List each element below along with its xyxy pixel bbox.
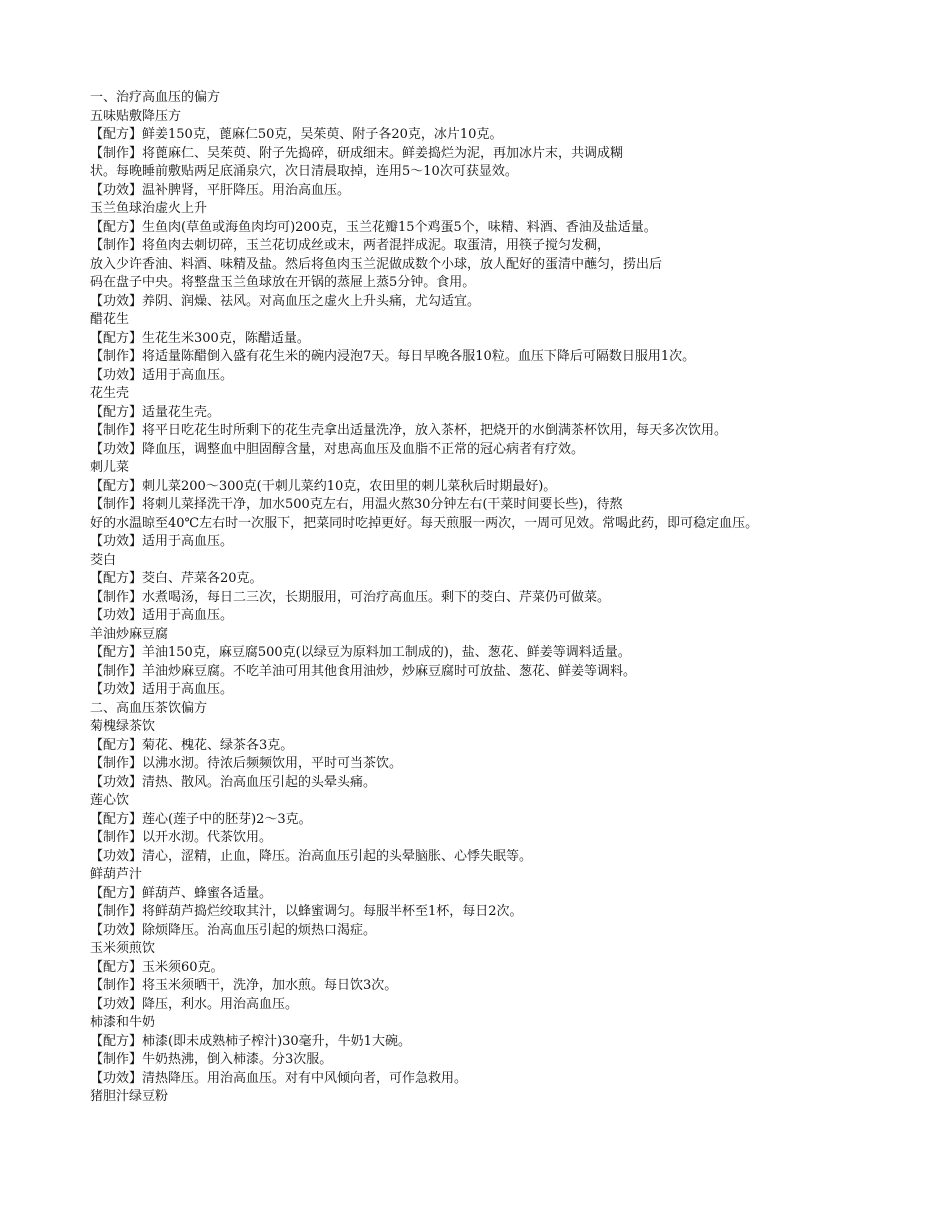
recipe-ingredients: 【配方】茭白、芹菜各20克。 [90, 571, 263, 586]
recipe-ingredients: 【配方】菊花、槐花、绿茶各3克。 [90, 737, 294, 753]
recipe-title-xian-hulu-zhi: 鲜葫芦汁 [90, 867, 143, 882]
recipe-preparation: 【制作】将适量陈醋倒入盛有花生米的碗内浸泡7天。每日早晚各服10粒。血压下降后可隔数日服用1次。 [90, 349, 696, 364]
recipe-title-ci-er-cai: 刺儿菜 [90, 460, 130, 475]
recipe-preparation: 【制作】水煮喝汤，每日二三次，长期服用，可治疗高血压。剩下的茭白、芹菜仍可做菜。 [90, 589, 611, 605]
recipe-effect: 【功效】适用于高血压。 [90, 367, 234, 383]
recipe-effect: 【功效】适用于高血压。 [90, 682, 234, 697]
recipe-ingredients: 【配方】玉米须60克。 [90, 959, 224, 975]
recipe-ingredients: 【配方】羊油150克，麻豆腐500克(以绿豆为原料加工制成的)，盐、葱花、鲜姜等调料适量。 [90, 645, 631, 660]
section-heading-hypertension-remedies: 一、治疗高血压的偏方 [90, 90, 221, 105]
recipe-ingredients: 【配方】适量花生壳。 [90, 404, 221, 420]
recipe-title-yumixu-jianyin: 玉米须煎饮 [90, 941, 156, 956]
recipe-effect: 【功效】适用于高血压。 [90, 534, 234, 549]
recipe-ingredients: 【配方】生鱼肉(草鱼或海鱼肉均可)200克，玉兰花瓣15个鸡蛋5个，味精、料酒、香油及盐适量。 [90, 219, 657, 235]
document-body [90, 89, 870, 1107]
recipe-effect: 【功效】温补脾肾，平肝降压。用治高血压。 [90, 182, 351, 198]
recipe-preparation: 【制作】将蓖麻仁、吴茱萸、附子先捣碎，研成细末。鲜姜捣烂为泥，再加冰片末，共调成糊 [90, 145, 624, 161]
recipe-title-wuwei-tiefu: 五味贴敷降压方 [90, 108, 182, 124]
recipe-preparation: 【制作】将鲜葫芦捣烂绞取其汁，以蜂蜜调匀。每服半杯至1杯，每日2次。 [90, 904, 523, 919]
recipe-preparation-continued: 码在盘子中央。将整盘玉兰鱼球放在开锅的蒸屉上蒸5分钟。食用。 [90, 275, 476, 290]
recipe-preparation: 【制作】将玉米须晒干，洗净，加水煎。每日饮3次。 [90, 978, 398, 993]
section-heading-tea-remedies: 二、高血压茶饮偏方 [90, 700, 208, 716]
recipe-title-cu-huasheng: 醋花生 [90, 312, 130, 327]
recipe-effect: 【功效】降血压，调整血中胆固醇含量，对患高血压及血脂不正常的冠心病者有疗效。 [90, 441, 585, 457]
recipe-preparation-continued: 状。每晚睡前敷贴两足底涌泉穴，次日清晨取掉，连用5～10次可获显效。 [90, 164, 518, 179]
recipe-effect: 【功效】适用于高血压。 [90, 608, 234, 623]
recipe-ingredients: 【配方】鲜葫芦、蜂蜜各适量。 [90, 885, 273, 901]
recipe-title-shiqi-niunai: 柿漆和牛奶 [90, 1015, 156, 1030]
recipe-preparation: 【制作】以沸水沏。待浓后频频饮用，平时可当茶饮。 [90, 756, 403, 771]
recipe-title-zhudanzhi-lvdoufen: 猪胆汁绿豆粉 [90, 1089, 169, 1104]
recipe-title-huasheng-ke: 花生壳 [90, 386, 130, 401]
recipe-preparation-continued: 放入少许香油、料酒、味精及盐。然后将鱼肉玉兰泥做成数个小球，放人配好的蛋清中蘸匀，捞出后 [90, 256, 663, 272]
recipe-title-yulan-yuqiu: 玉兰鱼球治虚火上升 [90, 201, 208, 216]
recipe-effect: 【功效】清热、散风。治高血压引起的头晕头痛。 [90, 774, 377, 790]
recipe-ingredients: 【配方】鲜姜150克，蓖麻仁50克，吴茱萸、附子各20克，冰片10克。 [90, 127, 503, 142]
recipe-title-jiaobai: 茭白 [90, 552, 117, 568]
recipe-preparation: 【制作】将刺儿菜择洗干净，加水500克左右，用温火熬30分钟左右(干菜时间要长些)，待熬 [90, 497, 623, 512]
recipe-ingredients: 【配方】刺儿菜200～300克(干刺儿菜约10克，农田里的刺儿菜秋后时期最好)。 [90, 478, 557, 494]
recipe-preparation: 【制作】将平日吃花生时所剩下的花生壳拿出适量洗净，放入茶杯，把烧开的水倒满茶杯饮用，每天多次饮用。 [90, 423, 728, 438]
recipe-preparation: 【制作】牛奶热沸，倒入柿漆。分3次服。 [90, 1052, 333, 1067]
recipe-ingredients: 【配方】生花生米300克，陈醋适量。 [90, 330, 310, 346]
recipe-ingredients: 【配方】莲心(莲子中的胚芽)2～3克。 [90, 811, 312, 827]
recipe-effect: 【功效】清热降压。用治高血压。对有中风倾向者，可作急救用。 [90, 1070, 468, 1086]
recipe-ingredients: 【配方】柿漆(即未成熟柿子榨汁)30毫升，牛奶1大碗。 [90, 1033, 411, 1049]
recipe-effect: 【功效】清心，涩精，止血，降压。治高血压引起的头晕脑胀、心悸失眠等。 [90, 848, 533, 864]
recipe-preparation-continued: 好的水温晾至40℃左右时一次服下，把菜同时吃掉更好。每天煎服一两次，一周可见效。常喝此药，即可稳定血压。 [90, 515, 759, 531]
recipe-effect: 【功效】降压，利水。用治高血压。 [90, 996, 299, 1012]
recipe-title-juhuai-lvcha: 菊槐绿茶饮 [90, 719, 156, 734]
recipe-title-yangyou-madoufu: 羊油炒麻豆腐 [90, 626, 169, 642]
recipe-title-lianxin-yin: 莲心饮 [90, 793, 130, 808]
recipe-effect: 【功效】除烦降压。治高血压引起的烦热口渴症。 [90, 922, 377, 938]
recipe-preparation: 【制作】将鱼肉去刺切碎，玉兰花切成丝或末，两者混拌成泥。取蛋清，用筷子搅匀发稠， [90, 238, 611, 253]
recipe-preparation: 【制作】以开水沏。代茶饮用。 [90, 830, 273, 845]
recipe-effect: 【功效】养阴、润燥、祛风。对高血压之虚火上升头痛，尤勾适宜。 [90, 293, 481, 309]
recipe-preparation: 【制作】羊油炒麻豆腐。不吃羊油可用其他食用油炒，炒麻豆腐时可放盐、葱花、鲜姜等调料。 [90, 663, 637, 679]
